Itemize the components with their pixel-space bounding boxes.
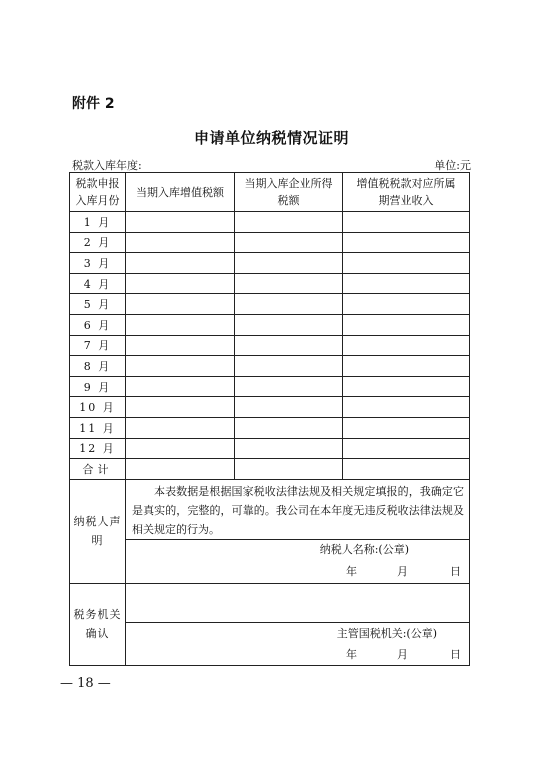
table-row [70,232,470,253]
header-revenue-line2: 期营业收入 [378,194,434,207]
revenue-cell[interactable] [343,294,470,315]
vat-cell[interactable] [126,232,235,253]
header-vat-amount: 当期入库增值税额 [126,173,235,212]
tax-authority-row-sign [70,622,470,643]
vat-cell[interactable] [126,253,235,274]
tax-office-seal[interactable]: 主管国税机关:(公章) [126,622,470,643]
revenue-cell[interactable] [343,232,470,253]
month-label: 9 月 [70,376,126,397]
table-row [70,253,470,274]
vat-cell[interactable] [126,212,235,233]
revenue-cell[interactable] [343,417,470,438]
total-label: 合计 [70,459,126,480]
tax-authority-date[interactable] [126,643,470,666]
total-vat-cell[interactable] [126,459,235,480]
taxpayer-name-seal[interactable]: 纳税人名称:(公章) [126,539,470,559]
revenue-cell[interactable] [343,438,470,459]
month-label: 5 月 [70,294,126,315]
vat-cell[interactable] [126,335,235,356]
tax-authority-label-line1: 税务机关 [73,608,122,622]
month-label: 11 月 [70,417,126,438]
table-row [70,397,470,418]
page-title: 申请单位纳税情况证明 [193,129,349,147]
revenue-cell[interactable] [343,212,470,233]
declaration-row-date [70,559,470,584]
declaration-date-year: 年 [346,564,357,578]
header-cit-line2: 税额 [277,194,300,207]
total-revenue-cell[interactable] [343,459,470,480]
month-label: 10 月 [70,397,126,418]
header-corporate-income-tax [235,173,343,212]
tax-authority-date-year: 年 [346,647,357,661]
table-row [70,212,470,233]
attachment-label: 附件 2 [72,96,115,112]
month-label: 4 月 [70,273,126,294]
table-row [70,273,470,294]
vat-cell[interactable] [126,356,235,377]
cit-cell[interactable] [235,417,343,438]
header-filing-month [70,173,126,212]
declaration-row-text [70,479,470,539]
month-label: 7 月 [70,335,126,356]
cit-cell[interactable] [235,376,343,397]
cit-cell[interactable] [235,314,343,335]
cit-cell[interactable] [235,253,343,274]
vat-cell[interactable] [126,294,235,315]
cit-cell[interactable] [235,232,343,253]
vat-cell[interactable] [126,376,235,397]
revenue-cell[interactable] [343,356,470,377]
tax-authority-label [70,583,126,665]
vat-cell[interactable] [126,273,235,294]
tax-authority-row-date [70,643,470,666]
total-cit-cell[interactable] [235,459,343,480]
revenue-cell[interactable] [343,376,470,397]
cit-cell[interactable] [235,438,343,459]
declaration-label-line1: 纳税人声 [73,515,122,529]
declaration-label-line2: 明 [91,534,104,548]
cit-cell[interactable] [235,212,343,233]
table-row [70,438,470,459]
tax-year-label: 税款入库年度: [72,159,142,172]
revenue-cell[interactable] [343,273,470,294]
total-row [70,459,470,480]
tax-authority-blank-cell[interactable] [126,583,470,622]
tax-authority-date-day: 日 [450,647,461,661]
revenue-cell[interactable] [343,253,470,274]
cit-cell[interactable] [235,273,343,294]
table-row [70,356,470,377]
cit-cell[interactable] [235,397,343,418]
unit-label: 单位:元 [434,159,471,172]
tax-authority-date-month: 月 [397,647,408,661]
tax-status-table [69,172,470,666]
declaration-text: 本表数据是根据国家税收法律法规及相关规定填报的，我确定它是真实的，完整的，可靠的。我公司在本年度无违反税收法律法规及相关规定的行为。 [126,479,470,539]
declaration-label [70,479,126,583]
header-revenue-line1: 增值税税款对应所属 [356,177,456,190]
table-row [70,335,470,356]
vat-cell[interactable] [126,397,235,418]
month-label: 6 月 [70,314,126,335]
vat-cell[interactable] [126,314,235,335]
header-filing-month-line1: 税款申报 [75,177,120,190]
revenue-cell[interactable] [343,397,470,418]
revenue-cell[interactable] [343,314,470,335]
declaration-date-month: 月 [397,564,408,578]
tax-authority-label-line2: 确认 [85,627,110,641]
table-row [70,376,470,397]
vat-cell[interactable] [126,438,235,459]
declaration-date-day: 日 [450,564,461,578]
revenue-cell[interactable] [343,335,470,356]
cit-cell[interactable] [235,294,343,315]
month-label: 2 月 [70,232,126,253]
cit-cell[interactable] [235,335,343,356]
tax-authority-row-blank [70,583,470,622]
declaration-date[interactable] [126,559,470,584]
month-label: 12 月 [70,438,126,459]
declaration-row-sign [70,539,470,559]
month-label: 1 月 [70,212,126,233]
month-label: 8 月 [70,356,126,377]
table-row [70,417,470,438]
table-header-row [70,173,470,212]
table-row [70,294,470,315]
vat-cell[interactable] [126,417,235,438]
header-cit-line1: 当期入库企业所得 [244,177,333,190]
header-filing-month-line2: 入库月份 [75,194,120,207]
header-business-revenue [343,173,470,212]
page-number: — 18 — [60,676,111,691]
table-row [70,314,470,335]
cit-cell[interactable] [235,356,343,377]
month-label: 3 月 [70,253,126,274]
